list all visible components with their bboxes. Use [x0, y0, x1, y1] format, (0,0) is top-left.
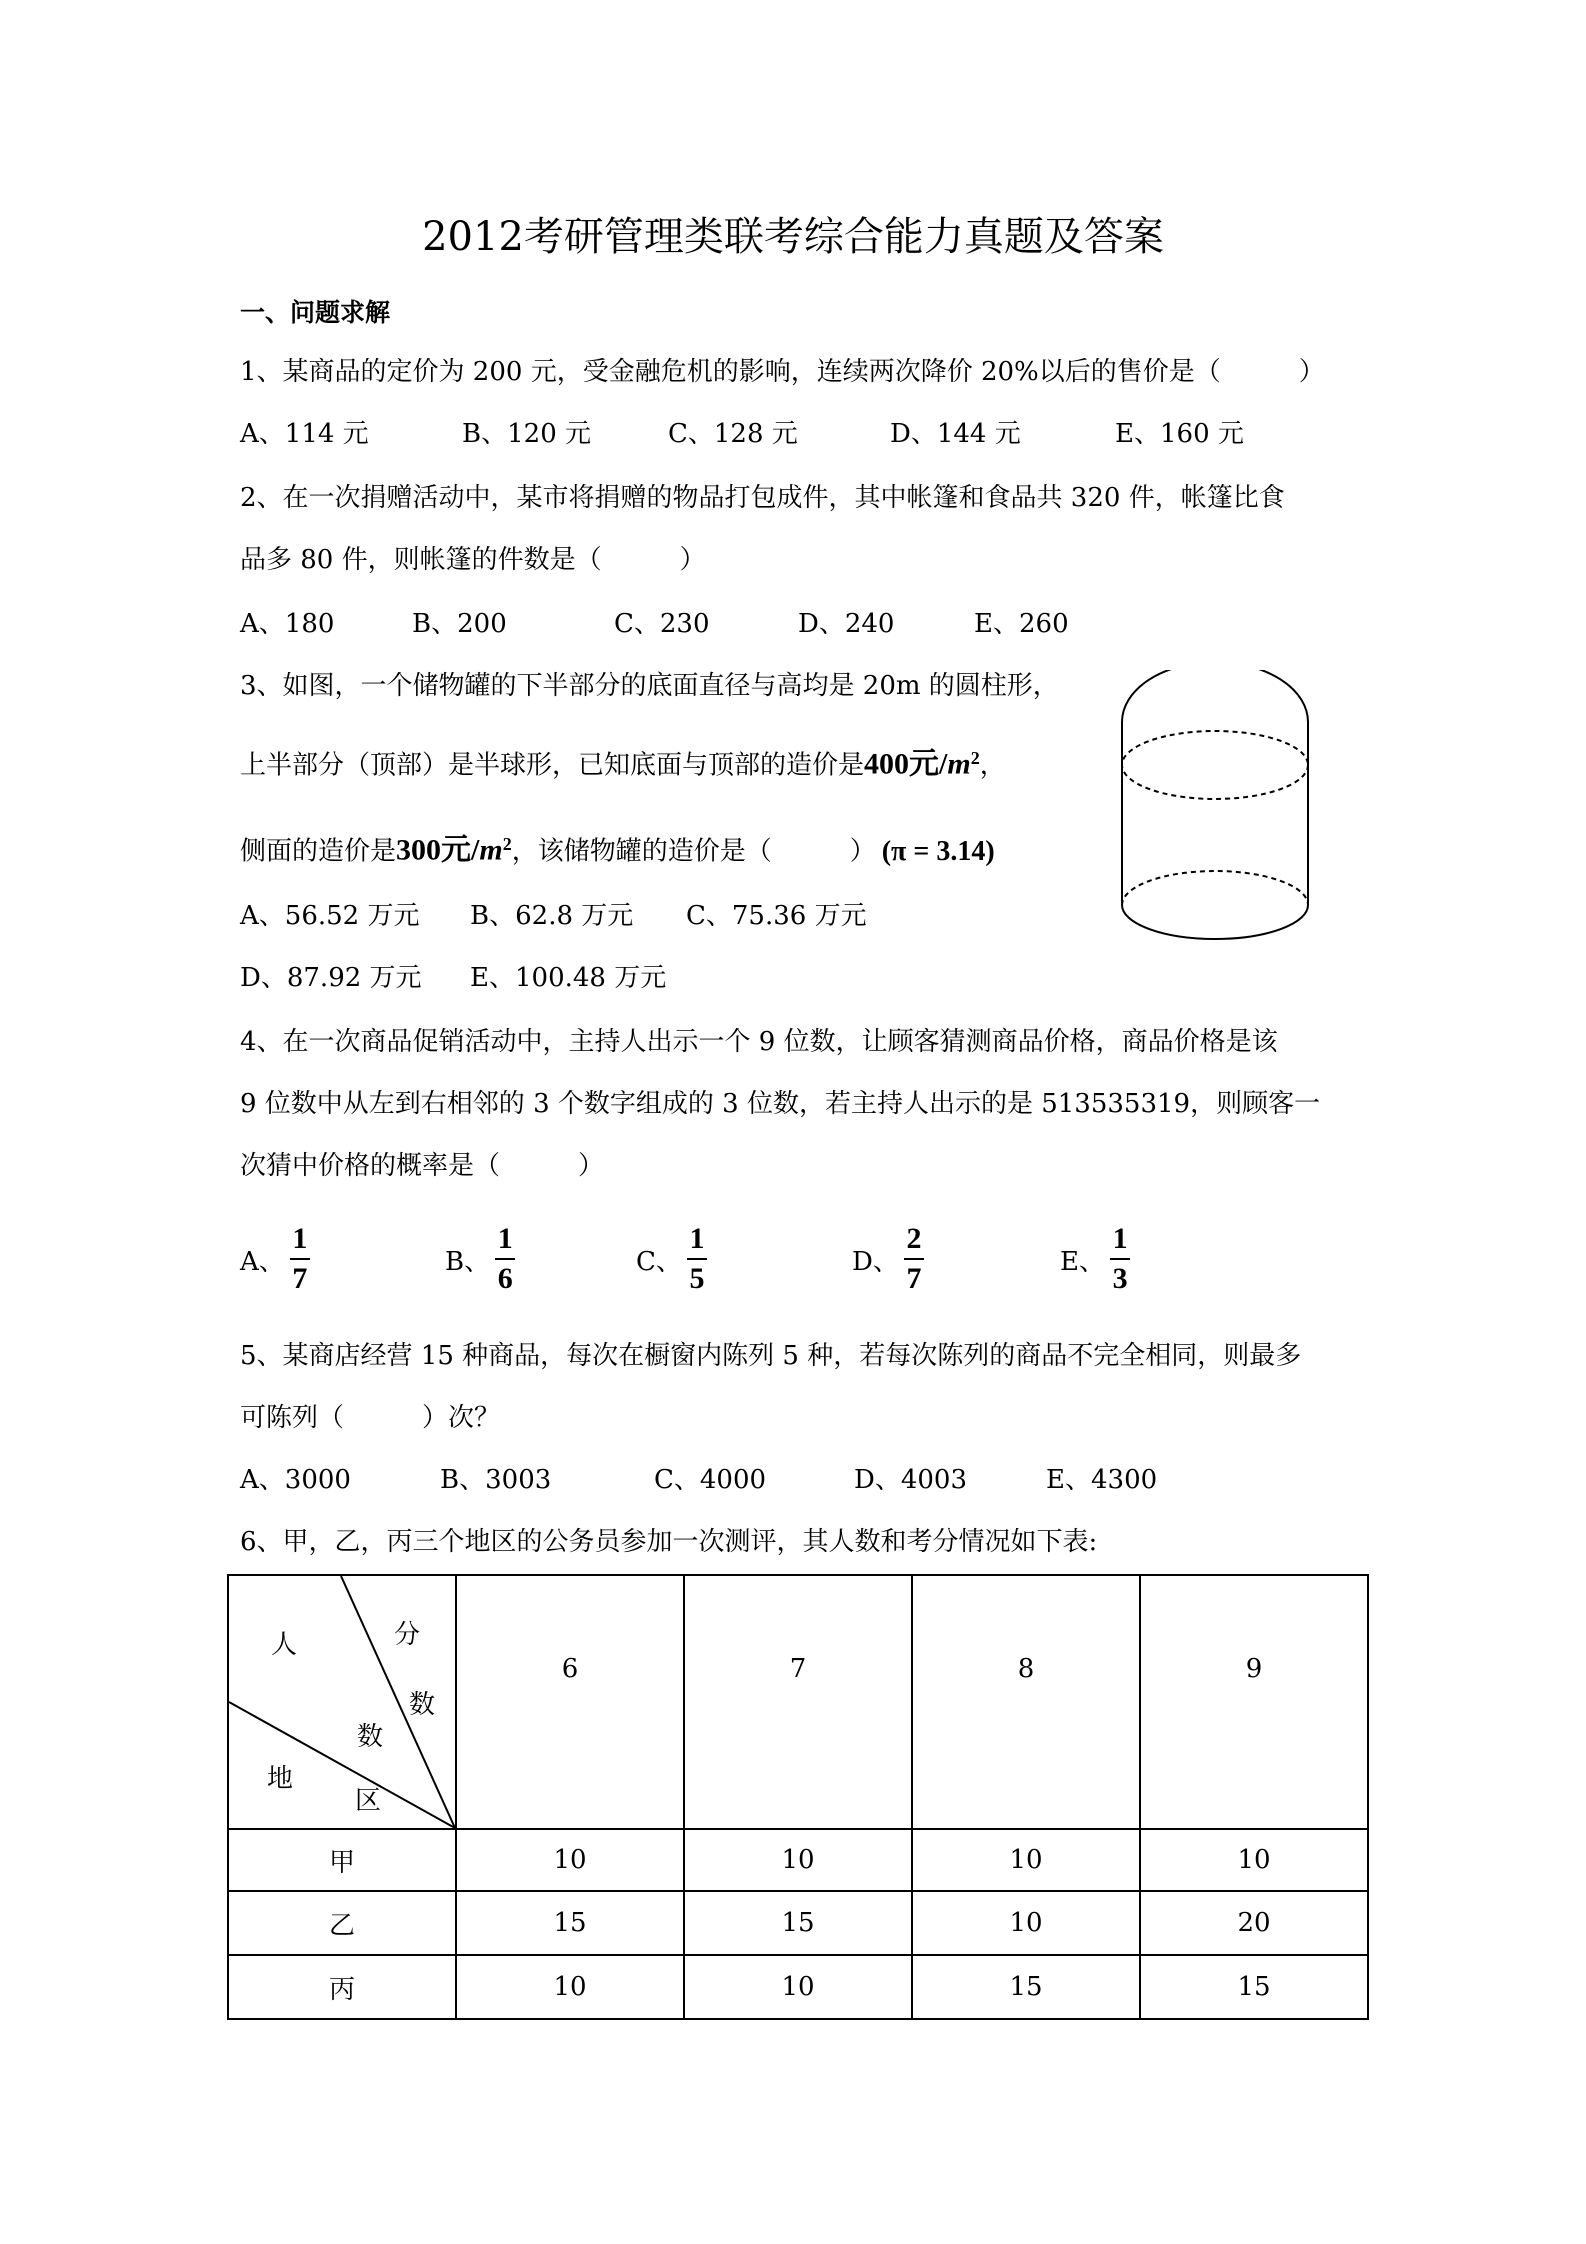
q5-option-d: D、4003 — [854, 1465, 968, 1495]
q5-line2: 可陈列（ ）次？ — [240, 1403, 501, 1433]
denominator: 6 — [497, 1262, 513, 1295]
q3-line3-question: ，该储物罐的造价是（ ） — [511, 836, 876, 867]
table-row — [228, 1891, 1368, 1955]
q3-line1: 3、如图，一个储物罐的下半部分的底面直径与高均是 20m 的圆柱形， — [240, 671, 1059, 701]
numerator: 1 — [1112, 1222, 1128, 1255]
storage-tank-figure — [1110, 670, 1320, 980]
region-cell: 丙 — [228, 1955, 456, 2019]
q1-text: 1、某商品的定价为 200 元，受金融危机的影响，连续两次降价 20%以后的售价是（ ） — [240, 357, 1325, 387]
header-label-fen: 分 — [394, 1620, 421, 1650]
q1-option-d: D、144 元 — [890, 419, 1021, 449]
table-row — [228, 1955, 1368, 2019]
q4-option-a-label: A、 — [240, 1246, 285, 1277]
q3-option-a: A、56.52 万元 — [240, 901, 420, 931]
numerator: 1 — [689, 1222, 705, 1255]
q4-option-c-fraction — [687, 1222, 707, 1296]
q1-option-c: C、128 元 — [668, 419, 798, 449]
q4-option-b — [445, 1222, 515, 1296]
q4-option-b-label: B、 — [445, 1246, 491, 1277]
q3-unit-square: 2 — [970, 748, 980, 768]
q5-option-c: C、4000 — [654, 1465, 767, 1495]
denominator: 7 — [906, 1262, 922, 1295]
numerator: 1 — [292, 1222, 308, 1255]
header-label-shu-1: 数 — [409, 1690, 436, 1720]
q3-line2 — [240, 740, 1006, 784]
q4-option-d — [852, 1222, 924, 1296]
q2-line1: 2、在一次捐赠活动中，某市将捐赠的物品打包成件，其中帐篷和食品共 320 件，帐篷比食 — [240, 483, 1285, 513]
q4-option-a — [240, 1222, 310, 1296]
q3-unit-m: m — [947, 747, 971, 781]
header-label-ren: 人 — [271, 1630, 298, 1660]
q3-unit-m-2: m — [479, 833, 503, 867]
table-cell: 15 — [684, 1891, 912, 1955]
numerator: 2 — [906, 1222, 922, 1255]
table-row — [228, 1829, 1368, 1891]
q3-unit-square-2: 2 — [502, 834, 512, 854]
q5-option-e: E、4300 — [1046, 1465, 1158, 1495]
q1-option-e: E、160 元 — [1115, 419, 1244, 449]
q3-option-b: B、62.8 万元 — [470, 901, 634, 931]
q4-option-c-label: C、 — [636, 1246, 682, 1277]
page-title: 2012考研管理类联考综合能力真题及答案 — [422, 214, 1164, 260]
q3-line3-text: 侧面的造价是 — [240, 836, 397, 867]
q3-option-c: C、75.36 万元 — [686, 901, 867, 931]
q4-line2: 9 位数中从左到右相邻的 3 个数字组成的 3 位数，若主持人出示的是 513535319，则顾客一 — [240, 1089, 1321, 1119]
q4-option-e — [1060, 1222, 1130, 1296]
q3-option-d: D、87.92 万元 — [240, 963, 422, 993]
q5-line1: 5、某商店经营 15 种商品，每次在橱窗内陈列 5 种，若每次陈列的商品不完全相同，则最多 — [240, 1341, 1302, 1371]
q3-pi-value: (π = 3.14) — [881, 835, 995, 867]
table-cell: 10 — [684, 1829, 912, 1891]
header-label-shu-2: 数 — [357, 1722, 384, 1752]
table-cell: 10 — [456, 1955, 684, 2019]
q4-line1: 4、在一次商品促销活动中，主持人出示一个 9 位数，让顾客猜测商品价格，商品价格是该 — [240, 1027, 1278, 1057]
q3-line2-text: 上半部分（顶部）是半球形，已知底面与顶部的造价是 — [240, 750, 865, 781]
q1-option-b: B、120 元 — [462, 419, 591, 449]
denominator: 3 — [1112, 1262, 1128, 1295]
numerator: 1 — [497, 1222, 513, 1255]
score-header-8: 8 — [912, 1575, 1140, 1829]
table-cell: 10 — [912, 1829, 1140, 1891]
q3-price-base-top: 400元/ — [864, 747, 948, 781]
table-cell: 10 — [1140, 1829, 1368, 1891]
q2-option-a: A、180 — [240, 609, 335, 639]
table-cell: 20 — [1140, 1891, 1368, 1955]
q3-option-e: E、100.48 万元 — [470, 963, 667, 993]
q2-line2: 品多 80 件，则帐篷的件数是（ ） — [240, 545, 706, 575]
q4-option-c — [636, 1222, 707, 1296]
header-label-di: 地 — [267, 1764, 294, 1794]
q2-option-e: E、260 — [974, 609, 1069, 639]
diagonal-header-cell — [228, 1575, 456, 1829]
region-cell: 甲 — [228, 1829, 456, 1891]
table-cell: 15 — [1140, 1955, 1368, 2019]
q4-line3: 次猜中价格的概率是（ ） — [240, 1151, 605, 1181]
denominator: 7 — [292, 1262, 308, 1295]
q4-option-d-fraction — [904, 1222, 924, 1296]
q2-option-c: C、230 — [614, 609, 710, 639]
q3-line3 — [240, 826, 995, 870]
table-cell: 10 — [912, 1891, 1140, 1955]
table-cell: 10 — [456, 1829, 684, 1891]
q2-option-b: B、200 — [412, 609, 507, 639]
q1-option-a: A、114 元 — [240, 419, 369, 449]
q3-line2-comma: ， — [979, 750, 1006, 781]
q6-text: 6、甲，乙，丙三个地区的公务员参加一次测评，其人数和考分情况如下表: — [240, 1527, 1098, 1557]
table-cell: 15 — [912, 1955, 1140, 2019]
header-label-qu: 区 — [355, 1786, 382, 1816]
q3-price-side: 300元/ — [396, 833, 480, 867]
score-header-7: 7 — [684, 1575, 912, 1829]
score-table — [227, 1574, 1369, 2020]
table-cell: 10 — [684, 1955, 912, 2019]
q5-option-a: A、3000 — [240, 1465, 351, 1495]
q4-option-a-fraction — [290, 1222, 310, 1296]
section-heading: 一、问题求解 — [240, 298, 391, 327]
q4-option-e-label: E、 — [1060, 1246, 1105, 1277]
score-header-6: 6 — [456, 1575, 684, 1829]
denominator: 5 — [689, 1262, 705, 1295]
q2-option-d: D、240 — [798, 609, 895, 639]
table-cell: 15 — [456, 1891, 684, 1955]
region-cell: 乙 — [228, 1891, 456, 1955]
q5-option-b: B、3003 — [440, 1465, 552, 1495]
q4-option-b-fraction — [495, 1222, 515, 1296]
score-header-9: 9 — [1140, 1575, 1368, 1829]
q4-option-e-fraction — [1110, 1222, 1130, 1296]
q4-option-d-label: D、 — [852, 1246, 899, 1277]
